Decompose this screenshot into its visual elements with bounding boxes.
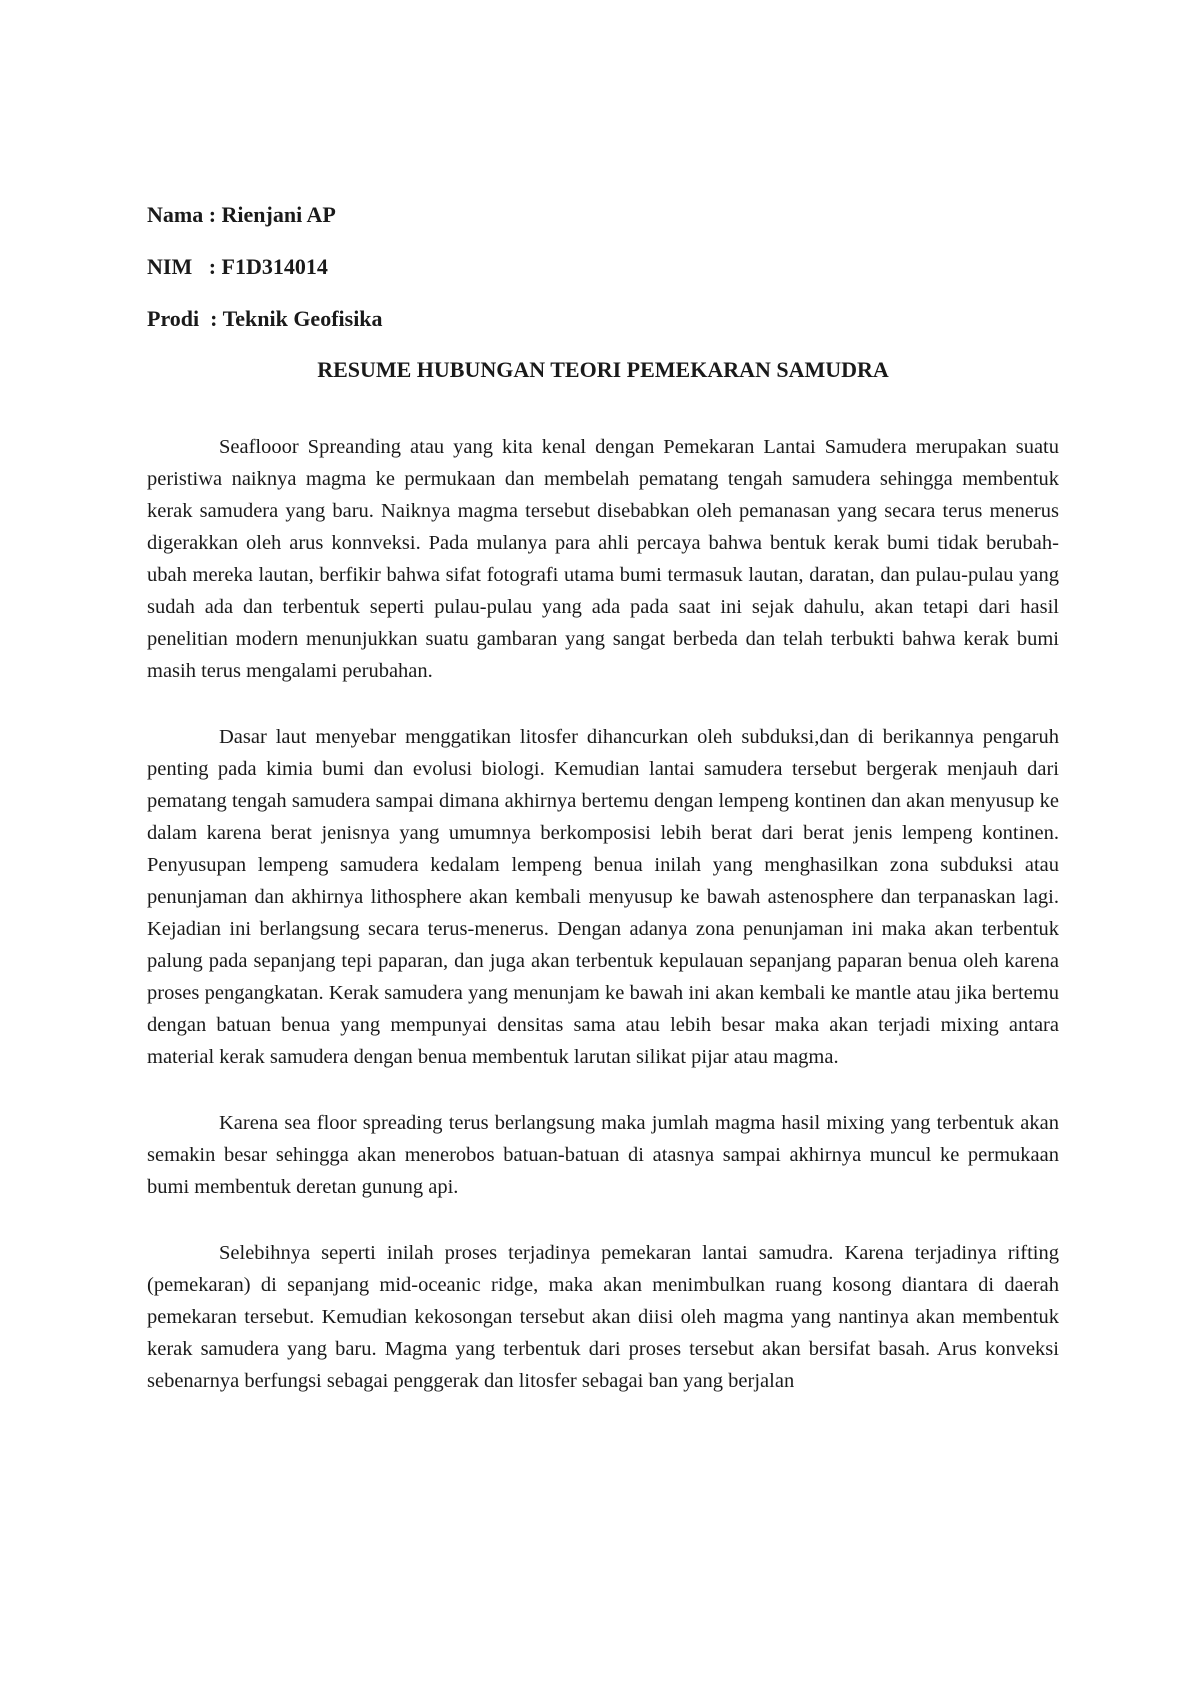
paragraph-1: Seaflooor Spreanding atau yang kita kenal dengan Pemekaran Lantai Samudera merupakan suatu peristiwa naiknya magma ke permukaan dan membelah pematang tengah samudera sehingga membentuk kerak samudera yang baru. Naiknya magma tersebut disebabkan oleh pemanasan yang secara terus menerus digerakkan oleh arus konnveksi. Pada mulanya para ahli percaya bahwa bentuk kerak bumi tidak berubah-ubah mereka lautan, berfikir bahwa sifat fotografi utama bumi termasuk lautan, daratan, dan pulau-pulau yang sudah ada dan terbentuk seperti pulau-pulau yang ada pada saat ini sejak dahulu, akan tetapi dari hasil penelitian modern menunjukkan suatu gambaran yang sangat berbeda dan telah terbukti bahwa kerak bumi masih terus mengalami perubahan.	[147, 436, 1059, 682]
student-info-block	[147, 195, 747, 351]
document-body	[147, 431, 1059, 1431]
nim-line: NIM : F1D314014	[147, 254, 328, 279]
prodi-line: Prodi : Teknik Geofisika	[147, 306, 383, 331]
paragraph-4: Selebihnya seperti inilah proses terjadinya pemekaran lantai samudra. Karena terjadinya rifting (pemekaran) di sepanjang mid-oceanic ridge, maka akan menimbulkan ruang kosong diantara di daerah pemekaran tersebut. Kemudian kekosongan tersebut akan diisi oleh magma yang nantinya akan membentuk kerak samudera yang baru. Magma yang terbentuk dari proses tersebut akan bersifat basah. Arus konveksi sebenarnya berfungsi sebagai penggerak dan litosfer sebagai ban yang berjalan	[147, 1242, 1059, 1392]
name-line: Nama : Rienjani AP	[147, 202, 336, 227]
paragraph-3: Karena sea floor spreading terus berlangsung maka jumlah magma hasil mixing yang terbentuk akan semakin besar sehingga akan menerobos batuan-batuan di atasnya sampai akhirnya muncul ke permukaan bumi membentuk deretan gunung api.	[147, 1112, 1059, 1198]
document-title: RESUME HUBUNGAN TEORI PEMEKARAN SAMUDRA	[317, 357, 889, 382]
paragraph-2: Dasar laut menyebar menggatikan litosfer dihancurkan oleh subduksi,dan di berikannya pengaruh penting pada kimia bumi dan evolusi biologi. Kemudian lantai samudera tersebut bergerak menjauh dari pematang tengah samudera sampai dimana akhirnya bertemu dengan lempeng kontinen dan akan menyusup ke dalam karena berat jenisnya yang umumnya berkomposisi lebih berat dari berat jenis lempeng kontinen. Penyusupan lempeng samudera kedalam lempeng benua inilah yang menghasilkan zona subduksi atau penunjaman dan akhirnya lithosphere akan kembali menyusup ke bawah astenosphere dan terpanaskan lagi. Kejadian ini berlangsung secara terus-menerus. Dengan adanya zona penunjaman ini maka akan terbentuk palung pada sepanjang tepi paparan, dan juga akan terbentuk kepulauan sepanjang paparan benua oleh karena proses pengangkatan. Kerak samudera yang menunjam ke bawah ini akan kembali ke mantle atau jika bertemu dengan batuan benua yang mempunyai densitas sama atau lebih besar maka akan terjadi mixing antara material kerak samudera dengan benua membentuk larutan silikat pijar atau magma.	[147, 726, 1059, 1068]
